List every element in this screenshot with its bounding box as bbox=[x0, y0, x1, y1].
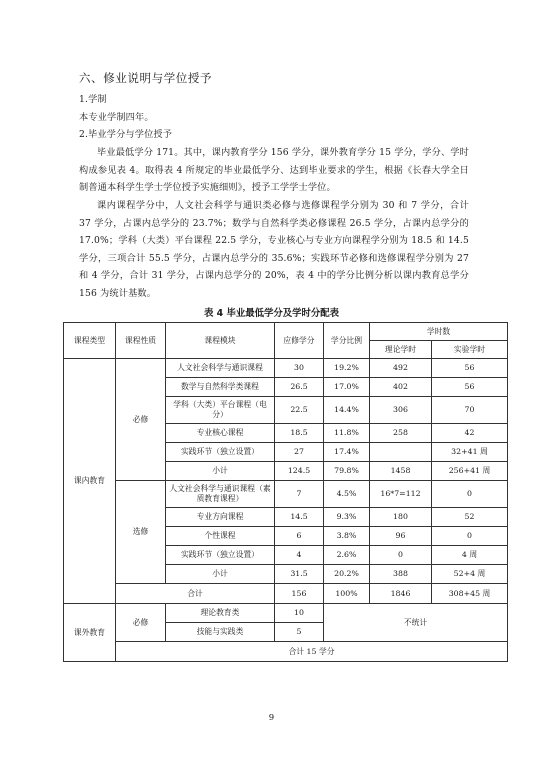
elective-nature-cell: 选修 bbox=[116, 481, 166, 584]
table-cell-module: 实践环节（独立设置） bbox=[166, 443, 275, 462]
header-course-nature: 课程性质 bbox=[116, 323, 166, 359]
table-cell-lab: 56 bbox=[432, 378, 508, 397]
table-cell-lab: 0 bbox=[432, 481, 508, 508]
table-cell-credits: 124.5 bbox=[275, 462, 324, 481]
paragraph-credit-breakdown: 课内课程学分中，人文社会科学与通识类必修与选修课程学分别为 30 和 7 学分，合计 37 学分，占课内总学分的 23.7%；数学与自然科学类必修课程 26.5 学分，占课内总学分的 17.0%；学科（大类）平台课程 22.5 学分，专业核心与专业方向课程学分别为 18.5 和 14.5 学分，三项合计 55.5 学分，占课内总学分的 35.6%；实践环节必修和选修课程学分别为 27 和 4 学分，合计 31 学分，占课内总学分的 20%，表 4 中的学分比例分析以课内教育总学分 156 为统计基数。 bbox=[79, 200, 469, 299]
section-heading: 六、修业说明与学位授予 bbox=[79, 71, 213, 85]
table-cell-module: 技能与实践类 bbox=[166, 623, 275, 642]
table-cell-lab: 256+41 周 bbox=[432, 462, 508, 481]
paragraph-duration: 本专业学制四年。 bbox=[79, 112, 154, 123]
header-credits: 应修学分 bbox=[275, 323, 324, 359]
table-cell-credits: 18.5 bbox=[275, 424, 324, 443]
table-cell-theory: 96 bbox=[370, 527, 432, 546]
page-number: 9 bbox=[268, 713, 275, 723]
table-cell-credits: 14.5 bbox=[275, 508, 324, 527]
in-class-total-label: 合计 bbox=[116, 584, 275, 604]
table-cell-module: 小计 bbox=[166, 462, 275, 481]
table-cell-lab: 52+4 周 bbox=[432, 565, 508, 584]
in-class-type-cell: 课内教育 bbox=[64, 359, 116, 604]
table-cell-module: 专业核心课程 bbox=[166, 424, 275, 443]
table-caption: 表 4 毕业最低学分及学时分配表 bbox=[204, 308, 339, 319]
table-cell-module: 小计 bbox=[166, 565, 275, 584]
table-cell-ratio: 19.2% bbox=[324, 359, 370, 378]
table-cell-ratio: 79.8% bbox=[324, 462, 370, 481]
table-cell-theory: 1846 bbox=[370, 584, 432, 604]
table-cell-theory: 306 bbox=[370, 397, 432, 424]
table-cell-ratio: 14.4% bbox=[324, 397, 370, 424]
table-cell-credits: 26.5 bbox=[275, 378, 324, 397]
header-lab-hours: 实验学时 bbox=[432, 341, 508, 359]
table-cell-credits: 156 bbox=[275, 584, 324, 604]
table-cell-module: 学科（大类）平台课程（电分） bbox=[166, 397, 275, 424]
table-cell-lab: 4 周 bbox=[432, 546, 508, 565]
table-cell-credits: 7 bbox=[275, 481, 324, 508]
table-cell-ratio: 20.2% bbox=[324, 565, 370, 584]
table-cell-lab: 70 bbox=[432, 397, 508, 424]
table-cell-theory: 180 bbox=[370, 508, 432, 527]
table-cell-theory: 258 bbox=[370, 424, 432, 443]
not-counted-cell: 不统计 bbox=[324, 604, 508, 642]
table-cell-theory: 16*7=112 bbox=[370, 481, 432, 508]
table-cell-module: 专业方向课程 bbox=[166, 508, 275, 527]
table-cell-lab: 42 bbox=[432, 424, 508, 443]
table-cell-lab: 52 bbox=[432, 508, 508, 527]
table-cell-credits: 31.5 bbox=[275, 565, 324, 584]
table-cell-ratio: 11.8% bbox=[324, 424, 370, 443]
table-cell-ratio: 2.6% bbox=[324, 546, 370, 565]
table-cell-module: 理论教育类 bbox=[166, 604, 275, 623]
table-cell-theory bbox=[370, 443, 432, 462]
extra-class-type-cell: 课外教育 bbox=[64, 604, 116, 662]
paragraph-subtitle-credits: 2.毕业学分与学位授予 bbox=[79, 129, 173, 140]
table-cell-ratio: 3.8% bbox=[324, 527, 370, 546]
credits-hours-table bbox=[63, 322, 508, 662]
header-course-type: 课程类型 bbox=[64, 323, 116, 359]
table-cell-ratio: 17.0% bbox=[324, 378, 370, 397]
table-cell-module: 人文社会科学与通识课程（素质教育课程） bbox=[166, 481, 275, 508]
table-cell-credits: 4 bbox=[275, 546, 324, 565]
table-cell-credits: 5 bbox=[275, 623, 324, 642]
table-cell-ratio: 9.3% bbox=[324, 508, 370, 527]
table-cell-credits: 10 bbox=[275, 604, 324, 623]
header-course-module: 课程模块 bbox=[166, 323, 275, 359]
table-cell-theory: 1458 bbox=[370, 462, 432, 481]
table-cell-lab: 32+41 周 bbox=[432, 443, 508, 462]
table-cell-ratio: 100% bbox=[324, 584, 370, 604]
table-cell-module: 实践环节（独立设置） bbox=[166, 546, 275, 565]
table-cell-module: 人文社会科学与通识课程 bbox=[166, 359, 275, 378]
table-cell-credits: 30 bbox=[275, 359, 324, 378]
header-theory-hours: 理论学时 bbox=[370, 341, 432, 359]
table-cell-module: 个性课程 bbox=[166, 527, 275, 546]
table-cell-lab: 308+45 周 bbox=[432, 584, 508, 604]
header-hours: 学时数 bbox=[370, 323, 508, 341]
required-nature-cell: 必修 bbox=[116, 359, 166, 481]
table-cell-theory: 388 bbox=[370, 565, 432, 584]
extra-class-total: 合计 15 学分 bbox=[116, 642, 508, 662]
table-cell-credits: 27 bbox=[275, 443, 324, 462]
extra-required-nature-cell: 必修 bbox=[116, 604, 166, 642]
table-cell-ratio: 17.4% bbox=[324, 443, 370, 462]
table-cell-theory: 492 bbox=[370, 359, 432, 378]
table-cell-lab: 56 bbox=[432, 359, 508, 378]
table-cell-module: 数学与自然科学类课程 bbox=[166, 378, 275, 397]
paragraph-subtitle-system: 1.学制 bbox=[79, 94, 107, 105]
table-cell-theory: 402 bbox=[370, 378, 432, 397]
table-cell-credits: 6 bbox=[275, 527, 324, 546]
header-credit-ratio: 学分比例 bbox=[324, 323, 370, 359]
table-cell-theory: 0 bbox=[370, 546, 432, 565]
table-cell-lab: 0 bbox=[432, 527, 508, 546]
table-cell-credits: 22.5 bbox=[275, 397, 324, 424]
table-cell-ratio: 4.5% bbox=[324, 481, 370, 508]
paragraph-credits-degree: 毕业最低学分 171。其中，课内教育学分 156 学分，课外教育学分 15 学分，学分、学时构成参见表 4。取得表 4 所规定的毕业最低学分、达到毕业要求的学生，根据《长春大学全日制普通本科学生学士学位授予实施细则》，授予工学学士学位。 bbox=[79, 147, 469, 193]
